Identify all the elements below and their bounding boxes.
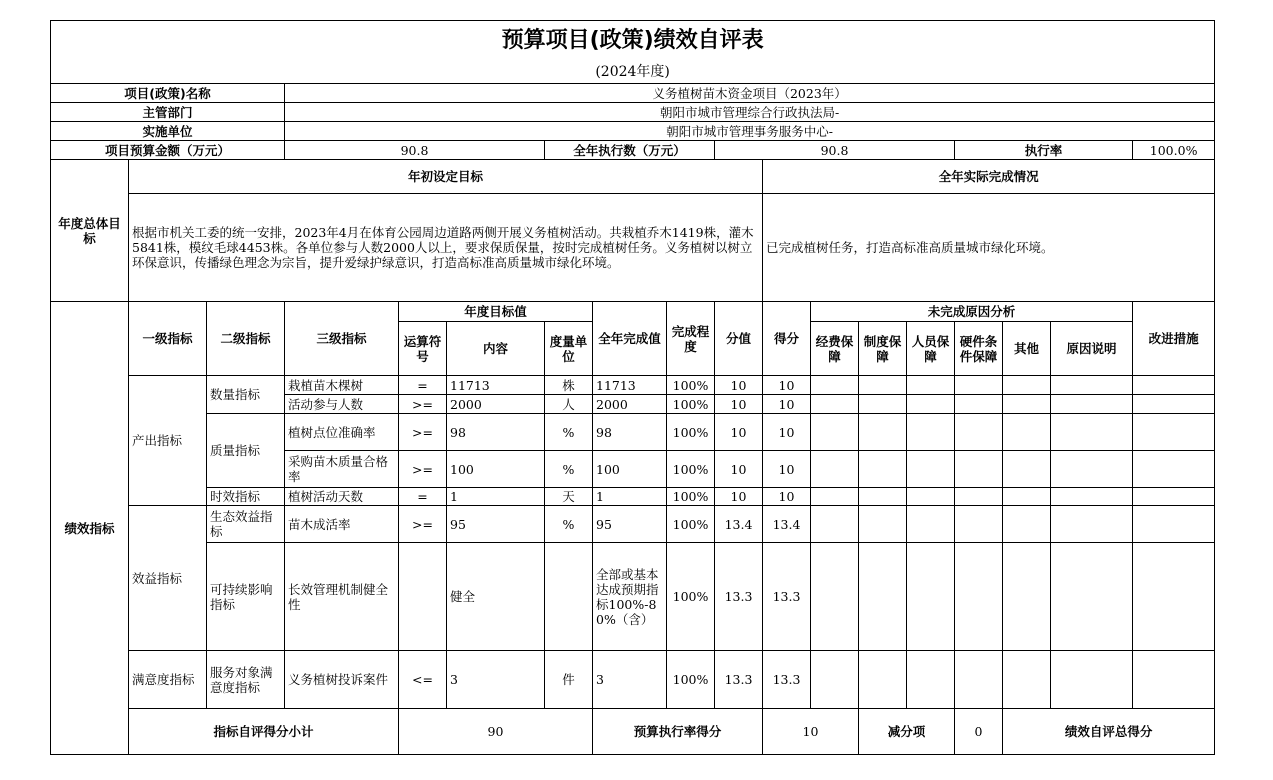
- project-name-value: 义务植树苗木资金项目（2023年）: [285, 84, 1215, 103]
- indicator-actual: 全部或基本达成预期指标100%-80%（含）: [593, 543, 667, 651]
- indicator-score: 10: [763, 395, 811, 414]
- group-output: 产出指标: [129, 376, 207, 506]
- indicator-score: 10: [763, 414, 811, 451]
- indicator-completion: 100%: [667, 414, 715, 451]
- indicator-operator: =: [399, 376, 447, 395]
- department-label: 主管部门: [51, 103, 285, 122]
- indicator-content: 100: [447, 451, 545, 488]
- indicator-score: 13.3: [763, 651, 811, 709]
- indicator-content: 1: [447, 488, 545, 506]
- group-ecological: 生态效益指标: [207, 506, 285, 543]
- indicator-name: 植树活动天数: [285, 488, 399, 506]
- indicator-name: 植树点位准确率: [285, 414, 399, 451]
- indicator-actual: 1: [593, 488, 667, 506]
- indicator-operator: >=: [399, 395, 447, 414]
- deduction-label: 减分项: [859, 709, 955, 755]
- indicator-completion: 100%: [667, 488, 715, 506]
- indicator-content: 2000: [447, 395, 545, 414]
- group-service-satisfaction: 服务对象满意度指标: [207, 651, 285, 709]
- indicator-actual: 100: [593, 451, 667, 488]
- level2-header: 二级指标: [207, 302, 285, 376]
- performance-table: [50, 20, 1215, 755]
- budget-amount-label: 项目预算金额（万元）: [51, 141, 285, 160]
- score-header: 得分: [763, 302, 811, 376]
- implementer-label: 实施单位: [51, 122, 285, 141]
- improvement-header: 改进措施: [1133, 302, 1215, 376]
- annual-goal-label: 年度总体目标: [51, 160, 129, 302]
- indicator-value: 10: [715, 414, 763, 451]
- indicator-value: 10: [715, 451, 763, 488]
- initial-goal-header: 年初设定目标: [129, 160, 763, 194]
- indicator-operator: <=: [399, 651, 447, 709]
- group-sustainable: 可持续影响指标: [207, 543, 285, 651]
- indicator-score: 13.3: [763, 543, 811, 651]
- indicator-content: 95: [447, 506, 545, 543]
- indicator-actual: 98: [593, 414, 667, 451]
- evaluation-sheet: [50, 20, 1215, 755]
- indicator-name: 采购苗木质量合格率: [285, 451, 399, 488]
- indicator-score: 10: [763, 376, 811, 395]
- completion-header: 完成程度: [667, 302, 715, 376]
- indicator-score: 10: [763, 488, 811, 506]
- indicator-value: 13.3: [715, 543, 763, 651]
- annual-exec-value: 90.8: [715, 141, 955, 160]
- indicator-completion: 100%: [667, 376, 715, 395]
- indicator-completion: 100%: [667, 651, 715, 709]
- indicator-score: 13.4: [763, 506, 811, 543]
- hardware-header: 硬件条件保障: [955, 322, 1003, 376]
- implementer-value: 朝阳市城市管理事务服务中心-: [285, 122, 1215, 141]
- group-satisfaction: 满意度指标: [129, 651, 207, 709]
- indicator-completion: 100%: [667, 395, 715, 414]
- subtotal-value: 90: [399, 709, 593, 755]
- indicator-completion: 100%: [667, 451, 715, 488]
- indicator-unit: 天: [545, 488, 593, 506]
- indicator-operator: >=: [399, 506, 447, 543]
- indicator-actual: 95: [593, 506, 667, 543]
- operator-header: 运算符号: [399, 322, 447, 376]
- indicator-content: 健全: [447, 543, 545, 651]
- indicator-actual: 3: [593, 651, 667, 709]
- indicator-unit: %: [545, 451, 593, 488]
- other-header: 其他: [1003, 322, 1051, 376]
- deduction-value: 0: [955, 709, 1003, 755]
- page-title: 预算项目(政策)绩效自评表: [51, 21, 1215, 62]
- unit-header: 度量单位: [545, 322, 593, 376]
- initial-goal-text: 根据市机关工委的统一安排，2023年4月在体育公园周边道路两侧开展义务植树活动。共栽植乔木1419株，灌木5841株，模纹毛球4453株。各单位参与人数2000人以上，要求保质保量，按时完成植树任务。义务植树以树立环保意识，传播绿色理念为宗旨，提升爱绿护绿意识，打造高标准高质量城市绿化环境。: [129, 194, 763, 302]
- score-value-header: 分值: [715, 302, 763, 376]
- indicator-value: 13.4: [715, 506, 763, 543]
- indicator-name: 义务植树投诉案件: [285, 651, 399, 709]
- budget-amount-value: 90.8: [285, 141, 545, 160]
- indicator-value: 13.3: [715, 651, 763, 709]
- subtotal-label: 指标自评得分小计: [129, 709, 399, 755]
- indicator-unit: 人: [545, 395, 593, 414]
- annual-value-header: 全年完成值: [593, 302, 667, 376]
- reason-header: 原因说明: [1051, 322, 1133, 376]
- perf-indicators-label: 绩效指标: [51, 302, 129, 755]
- personnel-header: 人员保障: [907, 322, 955, 376]
- annual-target-header: 年度目标值: [399, 302, 593, 322]
- indicator-unit: 株: [545, 376, 593, 395]
- project-name-label: 项目(政策)名称: [51, 84, 285, 103]
- group-quantity: 数量指标: [207, 376, 285, 414]
- annual-exec-label: 全年执行数（万元）: [545, 141, 715, 160]
- indicator-completion: 100%: [667, 506, 715, 543]
- group-quality: 质量指标: [207, 414, 285, 488]
- actual-completion-header: 全年实际完成情况: [763, 160, 1215, 194]
- indicator-name: 苗木成活率: [285, 506, 399, 543]
- indicator-value: 10: [715, 395, 763, 414]
- level1-header: 一级指标: [129, 302, 207, 376]
- exec-rate-label: 执行率: [955, 141, 1133, 160]
- total-label: 绩效自评总得分: [1003, 709, 1215, 755]
- system-header: 制度保障: [859, 322, 907, 376]
- group-timeliness: 时效指标: [207, 488, 285, 506]
- indicator-value: 10: [715, 376, 763, 395]
- budget-score-value: 10: [763, 709, 859, 755]
- department-value: 朝阳市城市管理综合行政执法局-: [285, 103, 1215, 122]
- indicator-completion: 100%: [667, 543, 715, 651]
- indicator-unit: [545, 543, 593, 651]
- group-benefit: 效益指标: [129, 506, 207, 651]
- level3-header: 三级指标: [285, 302, 399, 376]
- incomplete-analysis-header: 未完成原因分析: [811, 302, 1133, 322]
- indicator-unit: %: [545, 414, 593, 451]
- indicator-actual: 11713: [593, 376, 667, 395]
- indicator-score: 10: [763, 451, 811, 488]
- indicator-unit: %: [545, 506, 593, 543]
- indicator-value: 10: [715, 488, 763, 506]
- indicator-content: 98: [447, 414, 545, 451]
- indicator-name: 栽植苗木棵树: [285, 376, 399, 395]
- indicator-operator: >=: [399, 414, 447, 451]
- indicator-unit: 件: [545, 651, 593, 709]
- indicator-operator: >=: [399, 451, 447, 488]
- indicator-name: 长效管理机制健全性: [285, 543, 399, 651]
- indicator-operator: [399, 543, 447, 651]
- content-header: 内容: [447, 322, 545, 376]
- indicator-operator: =: [399, 488, 447, 506]
- budget-score-label: 预算执行率得分: [593, 709, 763, 755]
- exec-rate-value: 100.0%: [1133, 141, 1215, 160]
- funding-header: 经费保障: [811, 322, 859, 376]
- indicator-name: 活动参与人数: [285, 395, 399, 414]
- indicator-actual: 2000: [593, 395, 667, 414]
- actual-completion-text: 已完成植树任务，打造高标准高质量城市绿化环境。: [763, 194, 1215, 302]
- indicator-content: 11713: [447, 376, 545, 395]
- indicator-content: 3: [447, 651, 545, 709]
- fiscal-year: (2024年度): [51, 62, 1215, 84]
